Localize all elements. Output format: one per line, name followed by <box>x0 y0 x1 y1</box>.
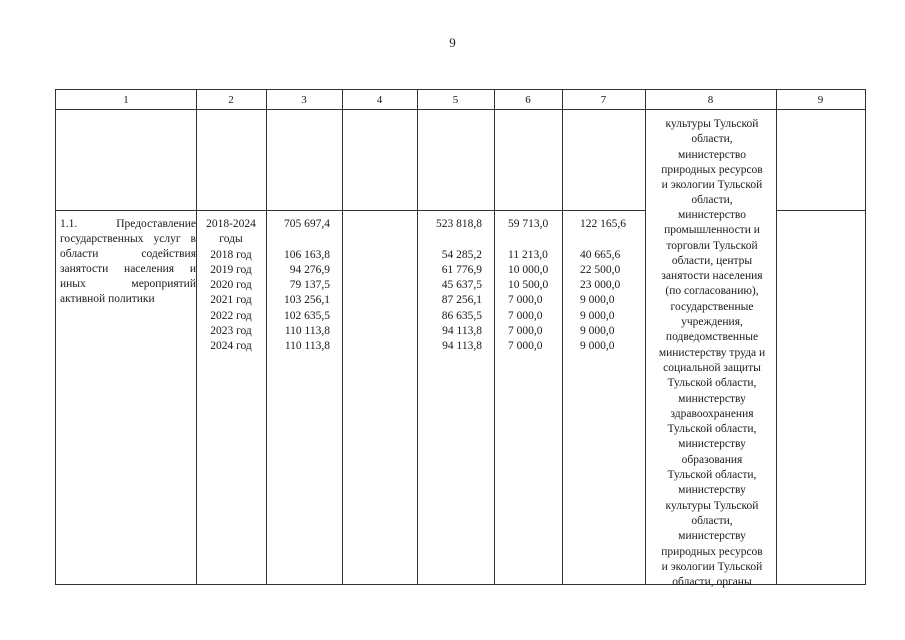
header-col-6: 6 <box>525 94 531 106</box>
header-col-8: 8 <box>707 94 714 106</box>
program-table <box>55 89 866 589</box>
col3-values: 705 697,4 106 163,8 94 276,9 79 137,5 103 256,1 102 635,5 110 113,8 110 113,8 <box>284 218 330 353</box>
period-list: 2018-2024 годы 2018 год 2019 год 2020 год 2021 год 2022 год 2023 год 2024 год <box>206 218 256 353</box>
header-col-4: 4 <box>376 94 383 106</box>
measure-name: 1.1. Предоставление государственных услуг в области содействия занятости населения и иных мероприятий активной политики <box>60 218 196 305</box>
col8-executors: министерство промышленности и торговли Тульской области, центры занятости населения (по согласованию), государственные учреждения, подведомственные министерству труда и социальной защиты Тульской области, министерству здравоохранения Тульской области, министерству образования Тульской области, министерству культуры Тульской области, министерству природных ресурсов и экологии Тульской области, органы <box>658 209 766 589</box>
col8-continuation: культуры Тульской области, министерство природных ресурсов и экологии Тульской области, <box>661 118 763 207</box>
header-col-3: 3 <box>301 94 307 106</box>
page-number: 9 <box>449 35 456 50</box>
col5-values: 523 818,8 54 285,2 61 776,9 45 637,5 87 256,1 86 635,5 94 113,8 94 113,8 <box>436 218 482 353</box>
header-col-2: 2 <box>228 94 234 106</box>
header-col-7: 7 <box>600 94 607 106</box>
col7-values: 122 165,6 40 665,6 22 500,0 23 000,0 9 000,0 9 000,0 9 000,0 9 000,0 <box>580 218 626 353</box>
header-col-5: 5 <box>452 94 459 106</box>
col6-values: 59 713,0 11 213,0 10 000,0 10 500,0 7 000,0 7 000,0 7 000,0 7 000,0 <box>508 218 549 353</box>
header-col-1: 1 <box>123 94 129 106</box>
header-col-9: 9 <box>817 94 824 106</box>
